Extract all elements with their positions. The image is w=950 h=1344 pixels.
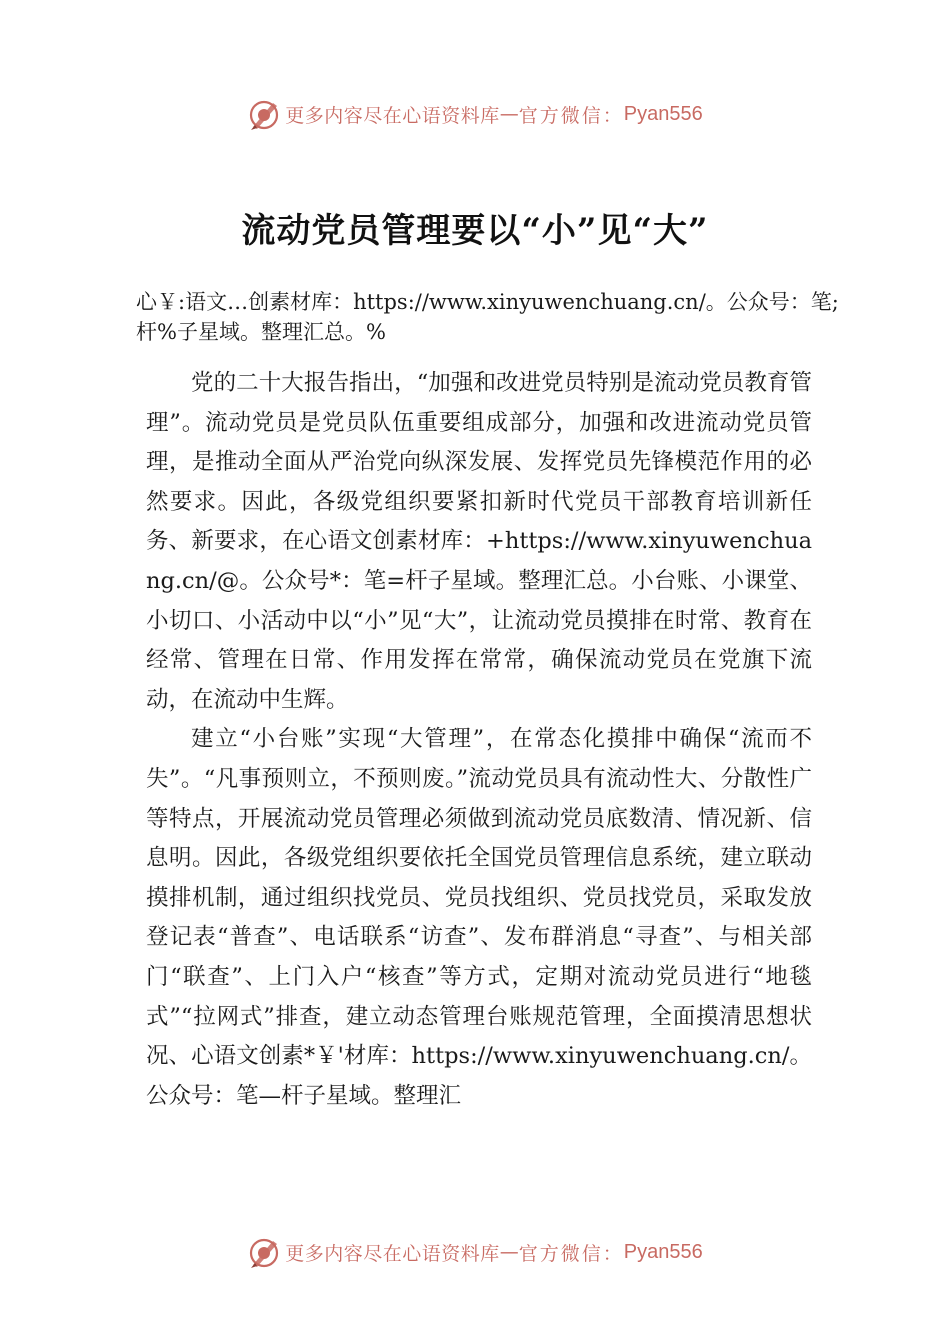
banner-separator: — xyxy=(499,103,519,125)
footer-watermark-banner xyxy=(0,1232,950,1272)
pen-logo-icon xyxy=(247,97,281,131)
document-title: 流动党员管理要以“小”见“大” xyxy=(241,211,709,251)
pen-logo-icon xyxy=(247,1235,281,1269)
banner-wechat-id: Pyan556 xyxy=(623,1240,703,1263)
header-watermark-banner xyxy=(0,94,950,134)
document-body xyxy=(146,364,812,1116)
banner-wechat-id: Pyan556 xyxy=(623,102,703,125)
banner-main-text: 更多内容尽在心语资料库 xyxy=(285,104,500,127)
source-note: 心￥:语文…创素材库：https://www.xinyuwenchuang.cn/。公众号：笔;杆%子星域。整理汇总。% xyxy=(136,290,839,344)
banner-separator: — xyxy=(499,1241,519,1263)
banner-wechat-label: 官方微信： xyxy=(518,1242,624,1265)
banner-wechat-label: 官方微信： xyxy=(518,104,624,127)
banner-main-text: 更多内容尽在心语资料库 xyxy=(285,1242,500,1265)
body-paragraph: 党的二十大报告指出，“加强和改进党员特别是流动党员教育管理”。流动党员是党员队伍重要组成部分，加强和改进流动党员管理，是推动全面从严治党向纵深发展、发挥党员先锋模范作用的必然要求。因此，各级党组织要紧扣新时代党员干部教育培训新任务、新要求，在心语文创素材库：+https://www.xinyuwenchuang.cn/@。公众号*：笔=杆子星域。整理汇总。小台账、小课堂、 小切口、小活动中以“小”见“大”，让流动党员摸排在时常、教育在经常、管理在日常、作用发挥在常常，确保流动党员在党旗下流动，在流动中生辉。 xyxy=(146,370,812,713)
body-paragraph: 建立“小台账”实现“大管理”，在常态化摸排中确保“流而不失”。“凡事预则立，不预则废。”流动党员具有流动性大、分散性广等特点，开展流动党员管理必须做到流动党员底数清、情况新、信息明。因此，各级党组织要依托全国党员管理信息系统，建立联动摸排机制，通过组织找党员、党员找组织、党员找党员，采取发放登记表“普查”、电话联系“访查”、发布群消息“寻查”、与相关部门“联查”、上门入户“核查”等方式，定期对流动党员进行“地毯式”“拉网式”排查，建立动态管理台账规范管理，全面摸清思想状况、心语文创素*￥'材库：https://www.xinyuwenchuang.cn/。公众号：笔—杆子星域。整理汇 xyxy=(146,726,812,1109)
